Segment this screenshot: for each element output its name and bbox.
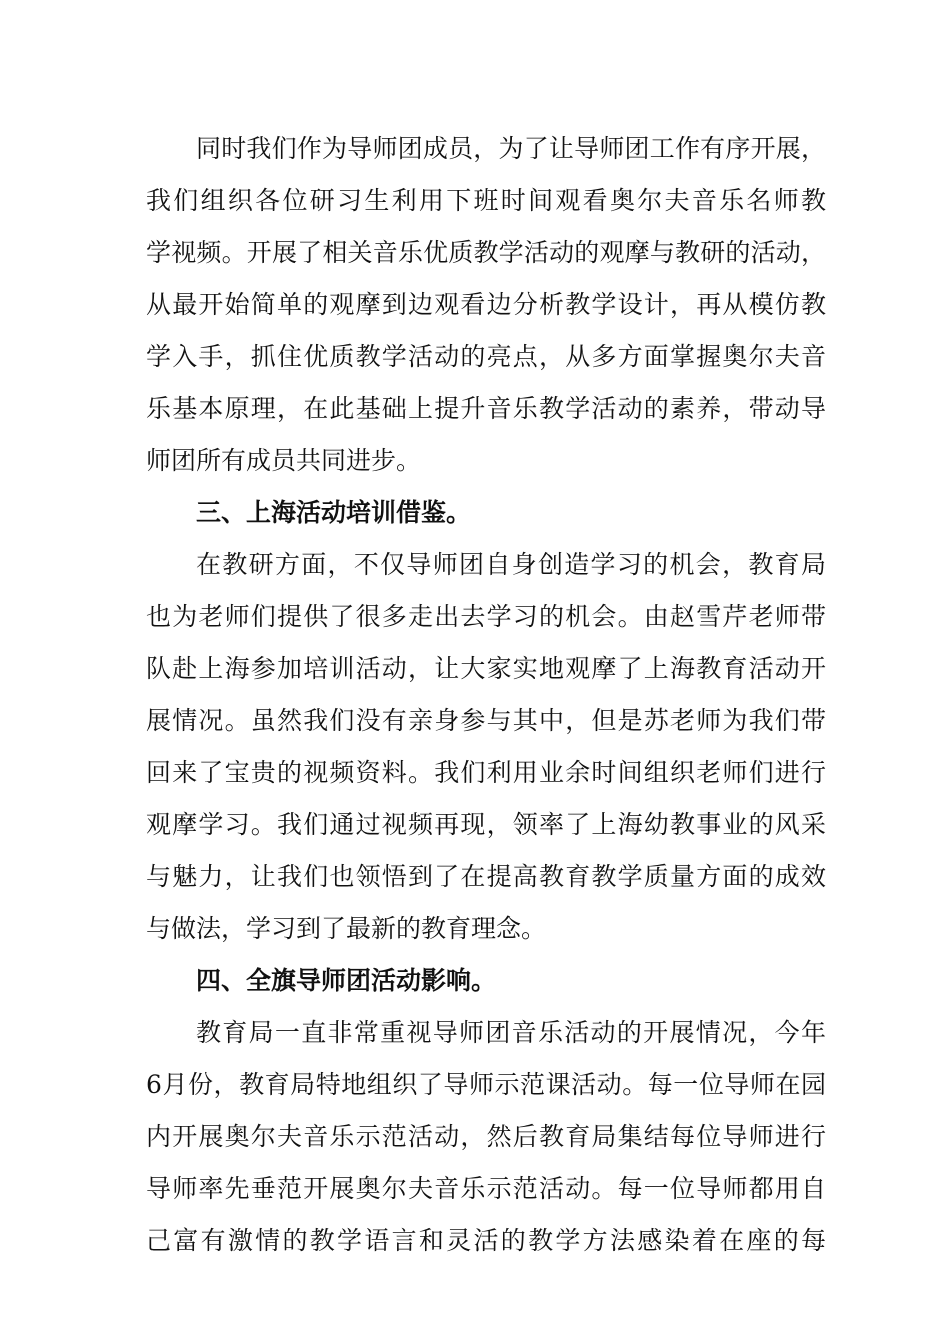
paragraph-1-line-6: 乐基本原理，在此基础上提升音乐教学活动的素养，带动导 <box>146 394 826 423</box>
paragraph-3-line-3: 内开展奥尔夫音乐示范活动，然后教育局集结每位导师进行 <box>146 1122 826 1151</box>
section-heading-4: 四、全旗导师团活动影响。 <box>196 966 497 995</box>
paragraph-1-line-2: 我们组织各位研习生利用下班时间观看奥尔夫音乐名师教 <box>146 186 826 215</box>
paragraph-2-line-6: 观摩学习。我们通过视频再现，领率了上海幼教事业的风采 <box>146 810 826 839</box>
paragraph-3-line-5: 己富有激情的教学语言和灵活的教学方法感染着在座的每 <box>146 1226 826 1255</box>
section-heading-3: 三、上海活动培训借鉴。 <box>196 498 472 527</box>
paragraph-3-line-4: 导师率先垂范开展奥尔夫音乐示范活动。每一位导师都用自 <box>146 1174 826 1203</box>
paragraph-1-line-5: 学入手，抓住优质教学活动的亮点，从多方面掌握奥尔夫音 <box>146 342 826 371</box>
paragraph-2-line-3: 队赴上海参加培训活动，让大家实地观摩了上海教育活动开 <box>146 654 826 683</box>
paragraph-2-line-8: 与做法，学习到了最新的教育理念。 <box>146 914 547 943</box>
paragraph-1-line-4: 从最开始简单的观摩到边观看边分析教学设计，再从模仿教 <box>146 290 826 319</box>
paragraph-2-line-5: 回来了宝贵的视频资料。我们利用业余时间组织老师们进行 <box>146 758 826 787</box>
paragraph-1-line-7: 师团所有成员共同进步。 <box>146 446 422 475</box>
paragraph-2-line-4: 展情况。虽然我们没有亲身参与其中，但是苏老师为我们带 <box>146 706 826 735</box>
paragraph-3-line-1: 教育局一直非常重视导师团音乐活动的开展情况，今年 <box>196 1018 826 1047</box>
paragraph-2-line-1: 在教研方面，不仅导师团自身创造学习的机会，教育局 <box>196 550 826 579</box>
paragraph-1-line-3: 学视频。开展了相关音乐优质教学活动的观摩与教研的活动， <box>146 238 826 267</box>
paragraph-2-line-2: 也为老师们提供了很多走出去学习的机会。由赵雪芹老师带 <box>146 602 826 631</box>
paragraph-2-line-7: 与魅力，让我们也领悟到了在提高教育教学质量方面的成效 <box>146 862 826 891</box>
paragraph-1-line-1: 同时我们作为导师团成员，为了让导师团工作有序开展， <box>196 134 826 163</box>
paragraph-3-line-2: 6月份，教育局特地组织了导师示范课活动。每一位导师在园 <box>146 1070 826 1099</box>
